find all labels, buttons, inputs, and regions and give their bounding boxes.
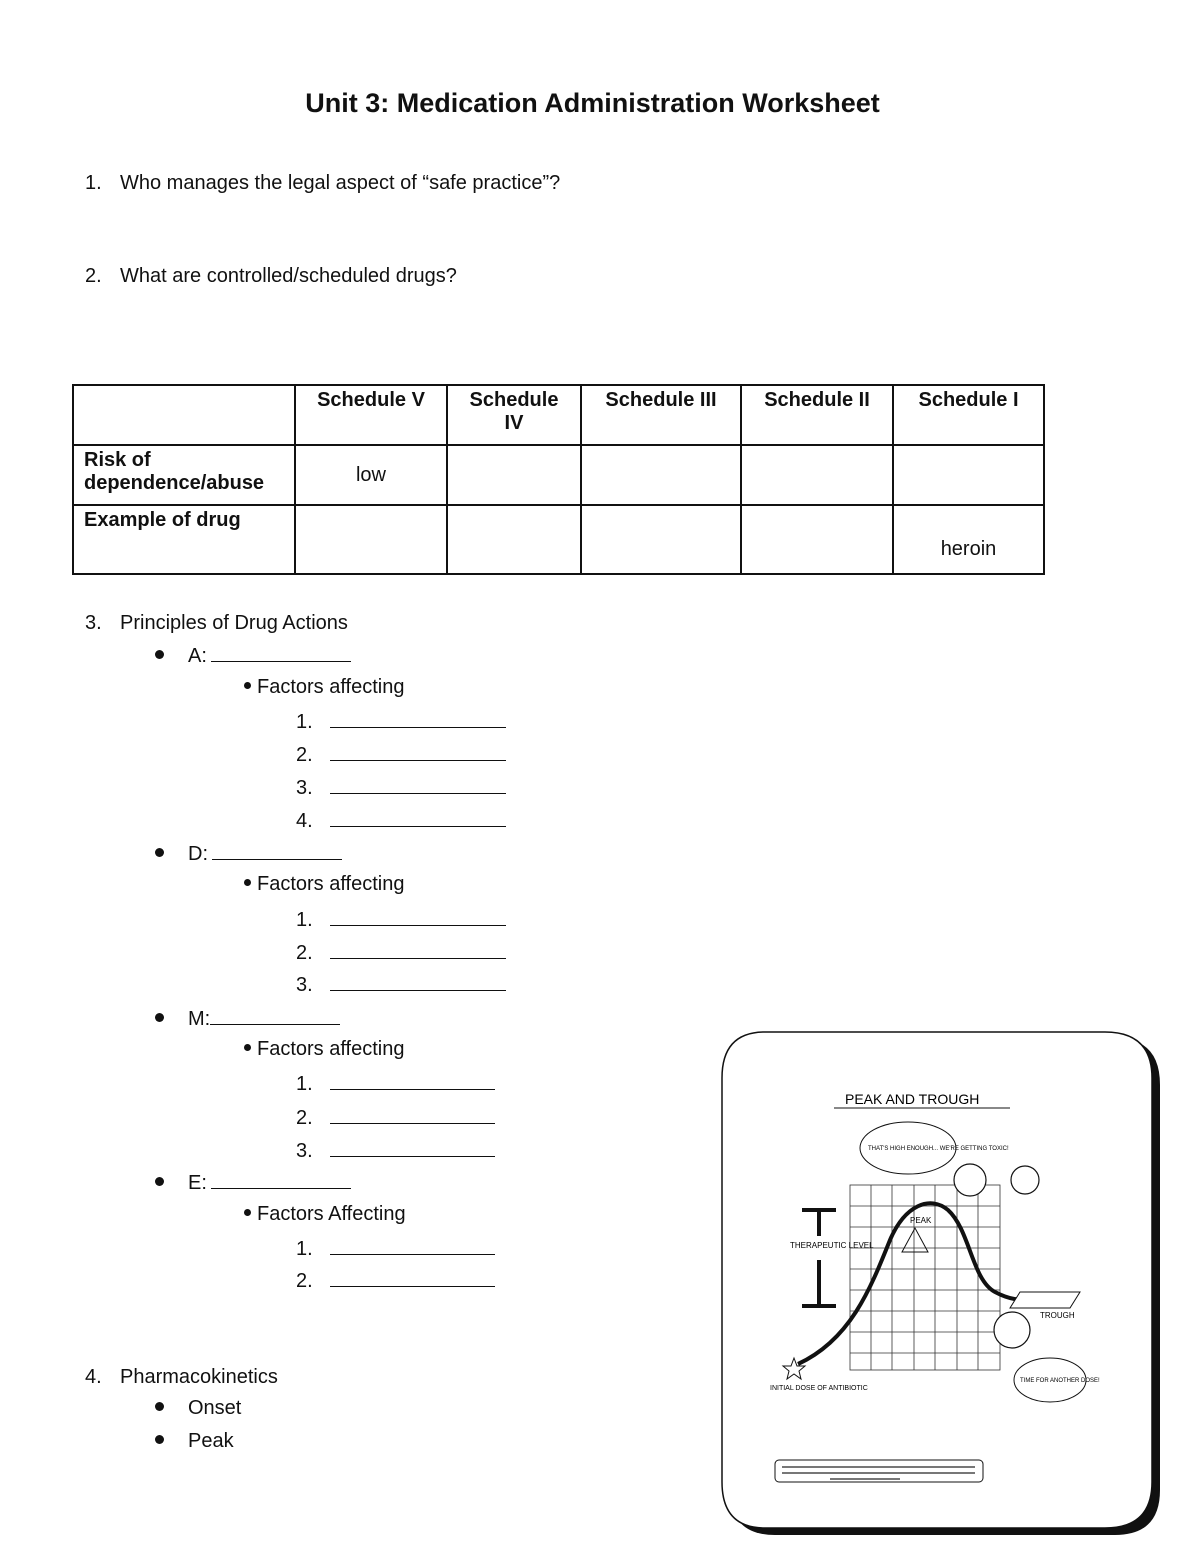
- bullet-icon: [244, 879, 251, 886]
- item-number: 2.: [296, 1107, 313, 1129]
- bullet-icon: [155, 1402, 164, 1411]
- item-number: 3.: [296, 777, 313, 799]
- item-number: 1.: [296, 909, 313, 931]
- list-item: [296, 1138, 495, 1163]
- principle-a: [155, 643, 351, 668]
- answer-blank[interactable]: [330, 972, 506, 991]
- list-item: [296, 1105, 495, 1130]
- answer-blank[interactable]: [330, 1105, 495, 1124]
- speech-top-text: THAT'S HIGH ENOUGH... WE'RE GETTING TOXIC!: [868, 1146, 1009, 1152]
- answer-blank[interactable]: [211, 1170, 351, 1189]
- item-number: 3.: [296, 1140, 313, 1162]
- table-row: [73, 445, 1044, 505]
- item-number: 1.: [296, 711, 313, 733]
- page-title: Unit 3: Medication Administration Worksheet: [305, 88, 880, 118]
- table-header-cell: Schedule III: [581, 385, 741, 445]
- face-icon: [1011, 1166, 1039, 1194]
- table-header-cell: [73, 385, 295, 445]
- bullet-icon: [244, 1044, 251, 1051]
- question-number: 2.: [85, 265, 102, 287]
- list-item: [155, 1397, 241, 1420]
- question-text: Principles of Drug Actions: [120, 612, 348, 634]
- bullet-icon: [155, 1177, 164, 1186]
- table-cell[interactable]: [447, 445, 581, 505]
- item-number: 2.: [296, 1270, 313, 1292]
- list-item: [296, 742, 506, 767]
- table-cell[interactable]: [893, 445, 1044, 505]
- table-cell[interactable]: [295, 505, 447, 574]
- table-row: [73, 505, 1044, 574]
- trough-shape-icon: [1010, 1292, 1080, 1308]
- bullet-icon: [155, 1013, 164, 1022]
- list-item: [296, 1236, 495, 1261]
- item-number: 2.: [296, 744, 313, 766]
- table-cell[interactable]: low: [295, 445, 447, 505]
- question-number: 3.: [85, 612, 102, 634]
- row-label: Risk of dependence/abuse: [73, 445, 295, 505]
- factors-heading: [244, 1038, 404, 1061]
- factors-label: Factors affecting: [257, 1038, 405, 1060]
- factors-heading: [244, 1203, 406, 1226]
- factors-label: Factors affecting: [257, 873, 405, 895]
- schedule-table: [72, 384, 1045, 575]
- bullet-icon: [244, 1209, 251, 1216]
- item-number: 1.: [296, 1238, 313, 1260]
- answer-blank[interactable]: [330, 1268, 495, 1287]
- face-icon: [954, 1164, 986, 1196]
- speech-bottom-text: TIME FOR ANOTHER DOSE!: [1020, 1378, 1100, 1384]
- bullet-icon: [155, 1435, 164, 1444]
- list-item: [296, 1268, 495, 1293]
- answer-blank[interactable]: [330, 907, 506, 926]
- principle-letter: E:: [188, 1172, 207, 1194]
- factors-heading: [244, 676, 404, 699]
- answer-blank[interactable]: [330, 775, 506, 794]
- pk-item: Onset: [188, 1397, 242, 1419]
- table-cell[interactable]: [581, 445, 741, 505]
- bullet-icon: [155, 848, 164, 857]
- principle-letter: M:: [188, 1008, 211, 1030]
- table-cell[interactable]: [741, 505, 893, 574]
- list-item: [296, 808, 506, 833]
- peak-label: PEAK: [910, 1216, 932, 1225]
- principle-d: [155, 841, 342, 866]
- question-text: Who manages the legal aspect of “safe practice”?: [120, 172, 561, 194]
- list-item: [296, 972, 506, 997]
- list-item: [296, 709, 506, 734]
- item-number: 4.: [296, 810, 313, 832]
- question-number: 1.: [85, 172, 102, 194]
- list-item: [155, 1430, 234, 1453]
- principle-e: [155, 1170, 351, 1195]
- answer-blank[interactable]: [211, 643, 351, 662]
- principle-letter: D:: [188, 843, 208, 865]
- table-cell[interactable]: heroin: [893, 505, 1044, 574]
- table-cell[interactable]: [581, 505, 741, 574]
- table-header-row: [73, 385, 1044, 445]
- question-number: 4.: [85, 1366, 102, 1388]
- therapeutic-label: THERAPEUTIC LEVEL: [790, 1241, 874, 1250]
- answer-blank[interactable]: [330, 940, 506, 959]
- list-item: [296, 940, 506, 965]
- trough-label: TROUGH: [1040, 1311, 1075, 1320]
- table-cell[interactable]: [447, 505, 581, 574]
- principle-letter: A:: [188, 645, 207, 667]
- list-item: [296, 775, 506, 800]
- answer-blank[interactable]: [330, 1138, 495, 1157]
- factors-label: Factors Affecting: [257, 1203, 406, 1225]
- answer-blank[interactable]: [330, 1071, 495, 1090]
- item-number: 1.: [296, 1073, 313, 1095]
- list-item: [296, 1071, 495, 1096]
- bullet-icon: [155, 650, 164, 659]
- peak-trough-cartoon: [720, 1030, 1165, 1542]
- cartoon-title: PEAK AND TROUGH: [845, 1091, 980, 1107]
- answer-blank[interactable]: [330, 709, 506, 728]
- face-icon: [994, 1312, 1030, 1348]
- item-number: 2.: [296, 942, 313, 964]
- question-text: Pharmacokinetics: [120, 1366, 278, 1388]
- table-header-cell: Schedule IV: [447, 385, 581, 445]
- list-item: [296, 907, 506, 932]
- item-number: 3.: [296, 974, 313, 996]
- principle-m: [155, 1006, 340, 1031]
- table-header-cell: Schedule I: [893, 385, 1044, 445]
- table-cell[interactable]: [741, 445, 893, 505]
- answer-blank[interactable]: [212, 841, 342, 860]
- answer-blank[interactable]: [330, 808, 506, 827]
- initial-dose-label: INITIAL DOSE OF ANTIBIOTIC: [770, 1385, 868, 1392]
- bullet-icon: [244, 682, 251, 689]
- table-header-cell: Schedule II: [741, 385, 893, 445]
- pk-item: Peak: [188, 1430, 234, 1452]
- answer-blank[interactable]: [330, 1236, 495, 1255]
- row-label: Example of drug: [73, 505, 295, 574]
- answer-blank[interactable]: [210, 1006, 340, 1025]
- question-text: What are controlled/scheduled drugs?: [120, 265, 457, 287]
- answer-blank[interactable]: [330, 742, 506, 761]
- factors-label: Factors affecting: [257, 676, 405, 698]
- factors-heading: [244, 873, 404, 896]
- table-header-cell: Schedule V: [295, 385, 447, 445]
